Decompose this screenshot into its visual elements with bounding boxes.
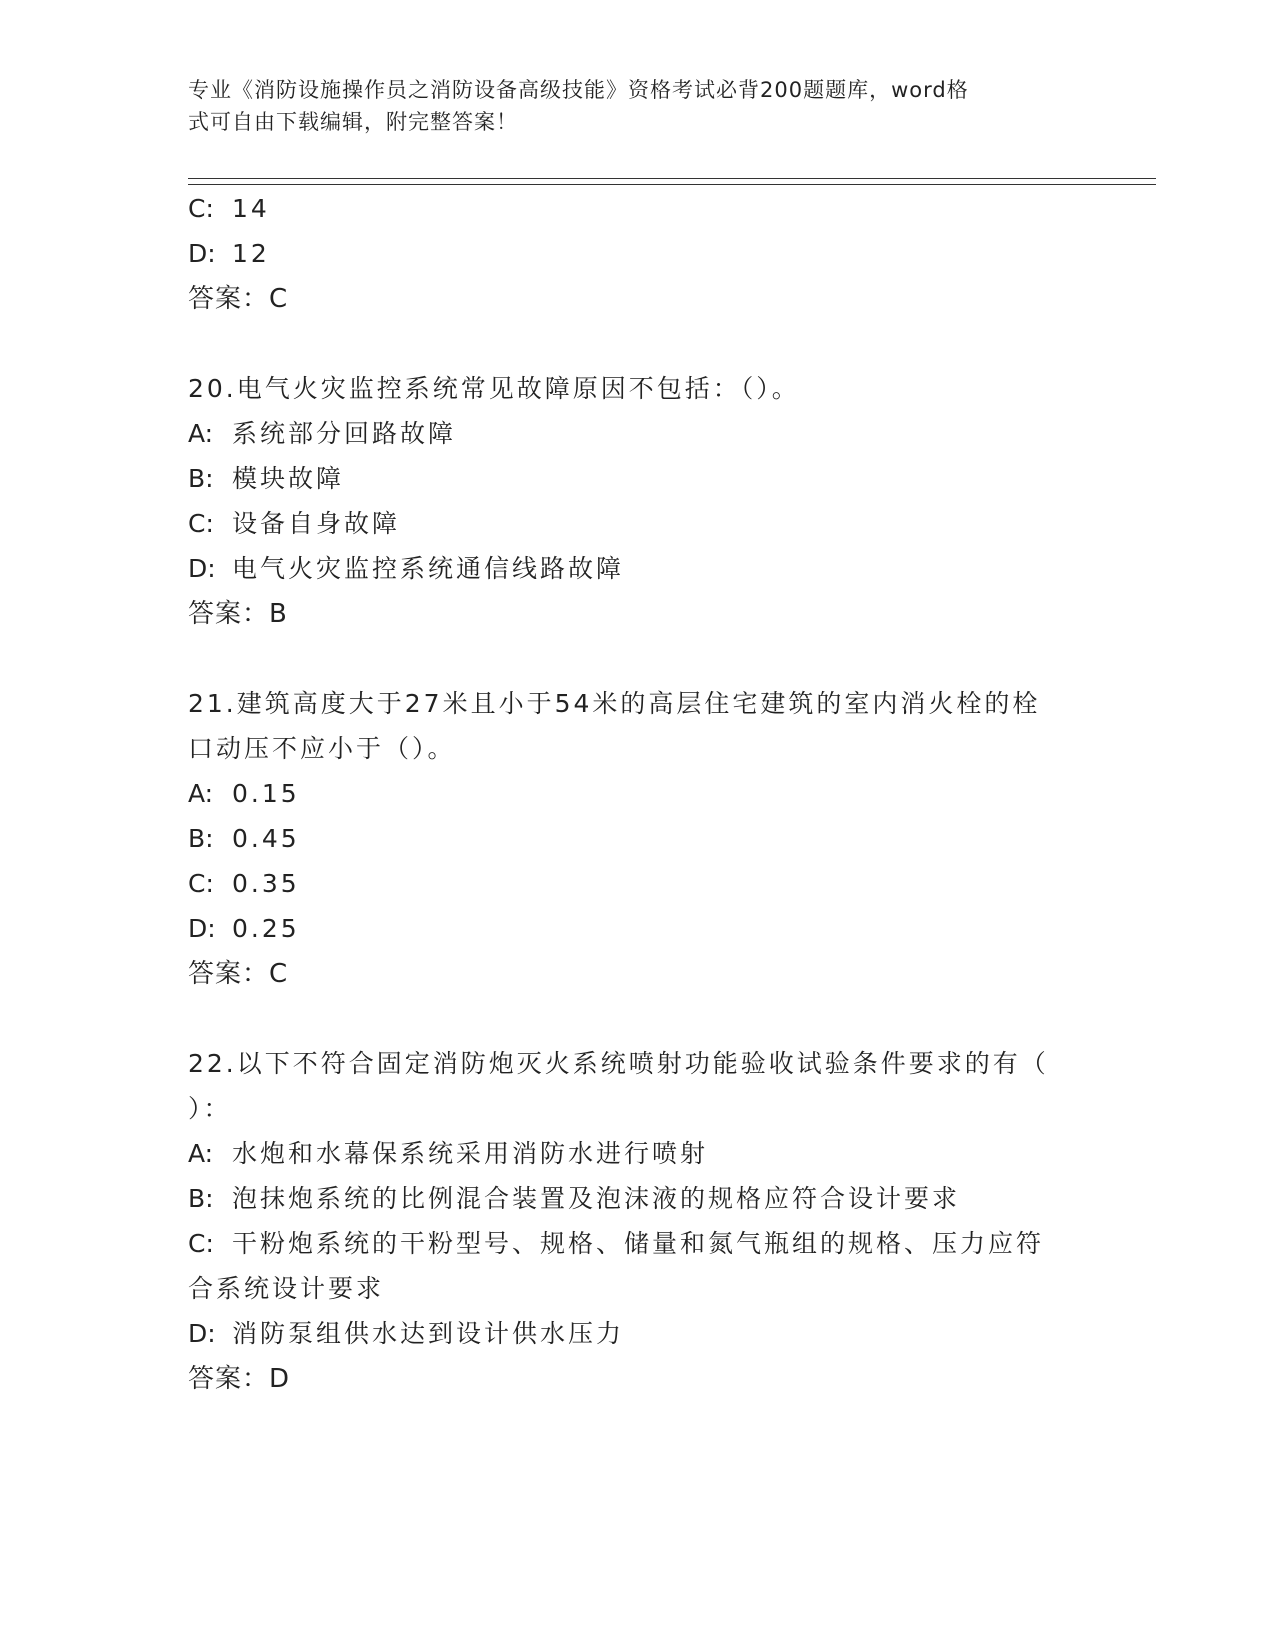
option-label: D: <box>188 239 216 268</box>
question-21-option-c <box>188 869 300 899</box>
question-21-stem-line-2: 口动压不应小于（）。 <box>188 734 456 763</box>
option-c-row <box>188 194 270 224</box>
question-22-option-c-continued: 合系统设计要求 <box>188 1274 385 1303</box>
question-21-option-a <box>188 779 300 809</box>
question-20-answer: 答案：B <box>188 599 288 629</box>
question-21-option-b <box>188 824 300 854</box>
option-text: 电气火灾监控系统通信线路故障 <box>232 554 625 583</box>
option-label: D: <box>188 554 216 583</box>
option-text: 模块故障 <box>232 464 345 493</box>
option-text: 12 <box>232 239 270 268</box>
option-text: 14 <box>232 194 270 223</box>
question-21-option-d <box>188 914 300 944</box>
question-21-answer: 答案：C <box>188 959 289 989</box>
option-d-row <box>188 239 270 269</box>
header-line-1: 专业《消防设施操作员之消防设备高级技能》资格考试必背200题题库，word格 <box>188 78 969 102</box>
question-20-option-d <box>188 554 624 584</box>
option-label: C: <box>188 869 214 898</box>
header-divider <box>188 178 1156 185</box>
question-22-stem-line-1: 22.以下不符合固定消防炮灭火系统喷射功能验收试验条件要求的有（ <box>188 1049 1049 1078</box>
option-text: 消防泵组供水达到设计供水压力 <box>232 1319 625 1348</box>
option-text: 水炮和水幕保系统采用消防水进行喷射 <box>232 1139 709 1168</box>
option-text: 0.35 <box>232 869 300 898</box>
question-22-option-b <box>188 1184 960 1214</box>
page-header <box>188 74 1068 138</box>
option-text: 泡抹炮系统的比例混合装置及泡沫液的规格应符合设计要求 <box>232 1184 961 1213</box>
option-label: D: <box>188 1319 216 1348</box>
question-22-option-d <box>188 1319 624 1349</box>
option-text: 0.25 <box>232 914 300 943</box>
option-label: B: <box>188 464 214 493</box>
option-label: D: <box>188 914 216 943</box>
option-label: C: <box>188 1229 214 1258</box>
option-label: A: <box>188 1139 214 1168</box>
option-text: 设备自身故障 <box>232 509 401 538</box>
question-20-option-a <box>188 419 456 449</box>
question-22-option-c <box>188 1229 1044 1259</box>
option-text: 0.45 <box>232 824 300 853</box>
option-text: 0.15 <box>232 779 300 808</box>
question-20-stem: 20.电气火灾监控系统常见故障原因不包括：（）。 <box>188 374 800 403</box>
option-label: C: <box>188 194 214 223</box>
header-line-2: 式可自由下载编辑，附完整答案！ <box>188 110 518 134</box>
question-20-option-c <box>188 509 400 539</box>
option-label: A: <box>188 779 214 808</box>
question-20-option-b <box>188 464 344 494</box>
option-label: C: <box>188 509 214 538</box>
option-text: 系统部分回路故障 <box>232 419 457 448</box>
option-label: A: <box>188 419 214 448</box>
answer-line: 答案：C <box>188 284 289 314</box>
option-text: 干粉炮系统的干粉型号、规格、储量和氮气瓶组的规格、压力应符 <box>232 1229 1045 1258</box>
question-22-option-a <box>188 1139 708 1169</box>
option-label: B: <box>188 1184 214 1213</box>
question-22-answer: 答案：D <box>188 1364 291 1394</box>
option-label: B: <box>188 824 214 853</box>
question-21-stem-line-1: 21.建筑高度大于27米且小于54米的高层住宅建筑的室内消火栓的栓 <box>188 689 1041 718</box>
question-22-stem-line-2: ）： <box>188 1094 232 1123</box>
